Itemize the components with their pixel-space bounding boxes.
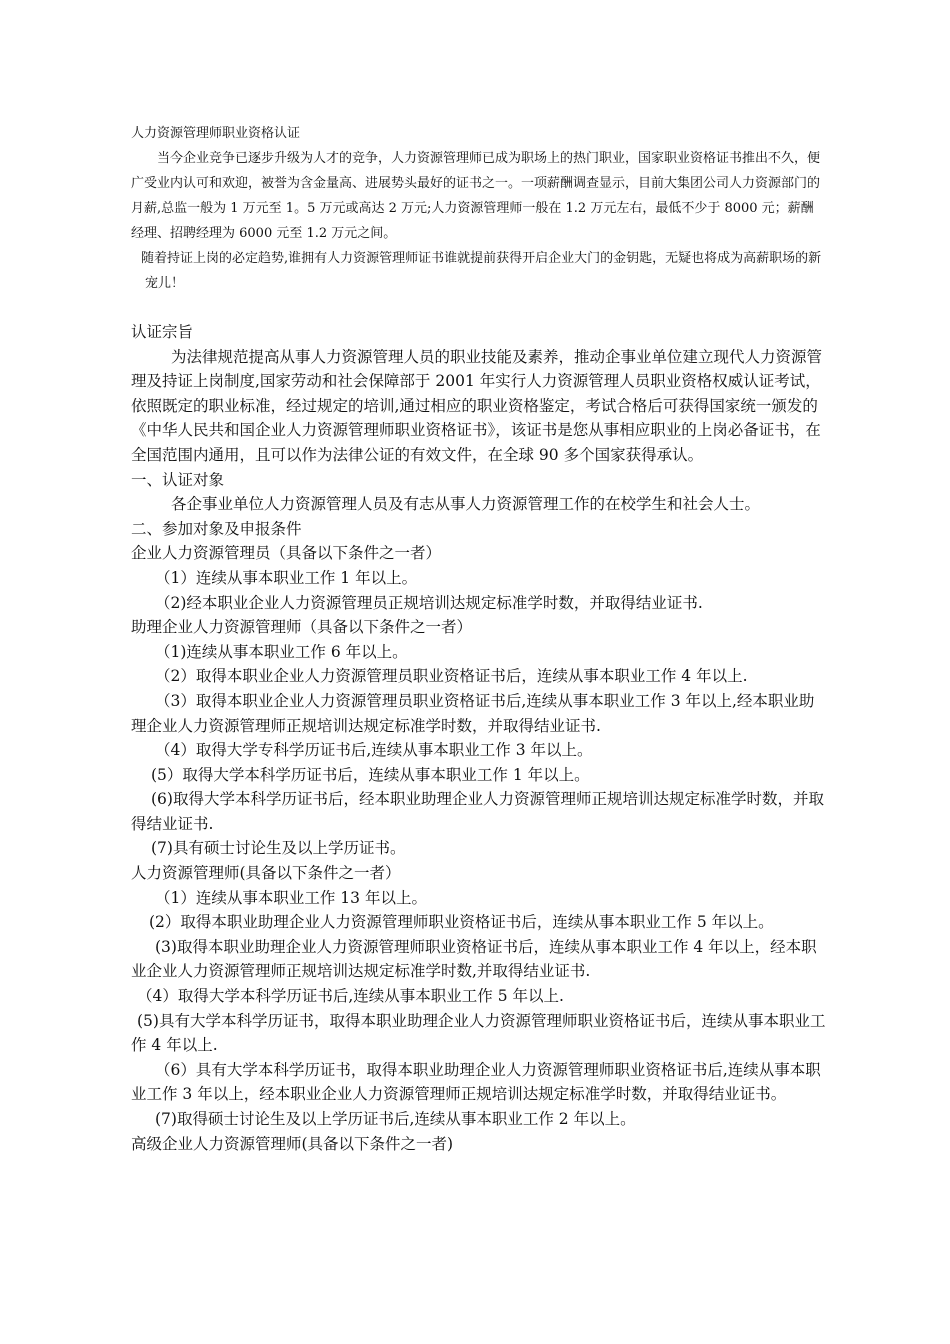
- list-item: （1）连续从事本职业工作 13 年以上。: [155, 888, 427, 907]
- main-content: [131, 320, 826, 1156]
- section1-heading: 一、认证对象: [131, 470, 225, 489]
- list-item: （4）取得大学专科学历证书后,连续从事本职业工作 3 年以上。: [155, 741, 593, 760]
- section2-heading: 二、参加对象及申报条件: [131, 519, 302, 538]
- intro-block: [131, 121, 826, 296]
- level1-heading: 企业人力资源管理员（具备以下条件之一者）: [131, 544, 442, 563]
- section1-paragraph: 各企事业单位人力资源管理人员及有志从事人力资源管理工作的在校学生和社会人士。: [171, 495, 761, 514]
- list-item: （2)经本职业企业人力资源管理员正规培训达规定标准学时数，并取得结业证书.: [155, 593, 703, 612]
- spacer: [131, 296, 826, 320]
- list-item: (6)取得大学本科学历证书后，经本职业助理企业人力资源管理师正规培训达规定标准学时数，并取得结业证书.: [131, 790, 824, 833]
- level2-heading: 助理企业人力资源管理师（具备以下条件之一者）: [131, 618, 473, 637]
- list-item: (5）取得大学本科学历证书后，连续从事本职业工作 1 年以上。: [151, 765, 590, 784]
- list-item: （3）取得本职业企业人力资源管理员职业资格证书后,连续从事本职业工作 3 年以上,经本职业助理企业人力资源管理师正规培训达规定标准学时数，并取得结业证书.: [131, 691, 815, 735]
- list-item: （6）具有大学本科学历证书，取得本职业助理企业人力资源管理师职业资格证书后,连续从事本职业工作 3 年以上，经本职业企业人力资源管理师正规培训达规定标准学时数，并取得结业证书。: [131, 1060, 821, 1104]
- purpose-paragraph: 为法律规范提高从事人力资源管理人员的职业技能及素养，推动企事业单位建立现代人力资源管理及持证上岗制度,国家劳动和社会保障部于 2001 年实行人力资源管理人员职业资格权威认证考试，依照既定的职业标准，经过规定的培训,通过相应的职业资格鉴定，考试合格后可获得国家统一颁发的《中华人民共和国企业人力资源管理师职业资格证书》，该证书是您从事相应职业的上岗必备证书，在全国范围内通用，且可以作为法律公证的有效文件，在全球 90 多个国家获得承认。: [131, 347, 823, 464]
- list-item: (3)取得本职业助理企业人力资源管理师职业资格证书后，连续从事本职业工作 4 年以上，经本职业企业人力资源管理师正规培训达规定标准学时数,并取得结业证书.: [131, 937, 817, 981]
- document-title: 人力资源管理师职业资格认证: [131, 126, 301, 141]
- list-item: (5)具有大学本科学历证书，取得本职业助理企业人力资源管理师职业资格证书后，连续从事本职业工作 4 年以上.: [131, 1011, 826, 1055]
- list-item: （2）取得本职业企业人力资源管理员职业资格证书后，连续从事本职业工作 4 年以上.: [155, 667, 748, 686]
- intro-paragraph: 当今企业竞争已逐步升级为人才的竞争，人力资源管理师已成为职场上的热门职业，国家职业资格证书推出不久，便广受业内认可和欢迎，被誉为含金量高、进展势头最好的证书之一。一项薪酬调查显示，目前大集团公司人力资源部门的月薪,总监一般为 1 万元至 1。5 万元或高达 2 万元;人力资源管理师一般在 1.2 万元左右，最低不少于 8000 元；薪酬经理、招聘经理为 6000 元至 1.2 万元之间。: [131, 151, 821, 241]
- list-item: (2）取得本职业助理企业人力资源管理师职业资格证书后，连续从事本职业工作 5 年以上。: [149, 913, 774, 932]
- document-body: [131, 0, 826, 1156]
- list-item: （4）取得大学本科学历证书后,连续从事本职业工作 5 年以上.: [137, 987, 564, 1006]
- purpose-heading: 认证宗旨: [131, 323, 194, 341]
- list-item: （1)连续从事本职业工作 6 年以上。: [155, 642, 408, 661]
- level4-heading: 高级企业人力资源管理师(具备以下条件之一者): [131, 1134, 454, 1153]
- list-item: (7)具有硕士讨论生及以上学历证书。: [151, 839, 406, 858]
- intro-paragraph: 随着持证上岗的必定趋势,谁拥有人力资源管理师证书谁就提前获得开启企业大门的金钥匙，无疑也将成为高薪职场的新宠儿！: [141, 251, 822, 291]
- list-item: （1）连续从事本职业工作 1 年以上。: [155, 568, 418, 587]
- level3-heading: 人力资源管理师(具备以下条件之一者）: [131, 864, 401, 883]
- list-item: (7)取得硕士讨论生及以上学历证书后,连续从事本职业工作 2 年以上。: [155, 1110, 636, 1128]
